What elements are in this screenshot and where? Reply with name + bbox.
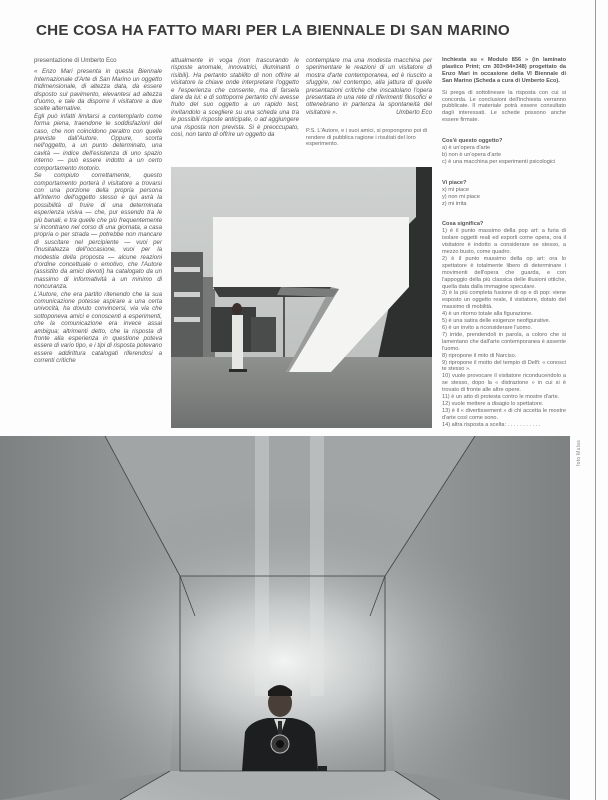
answer-option: 7) irride, prendendoli in parola, a coloro che si lamentano che dall'arte contemporanea è assente l'uomo. [442, 331, 566, 352]
answer-option: a) è un'opera d'arte [442, 145, 491, 152]
paragraph: Se compiuto correttamente, questo comportamento porterà il visitatore a trovarsi con una porzione della propria persona all'interno dell'oggetto stesso e qui avrà la possibilità di fruire di una determinata esperienza visiva — che, pur essendo tra le più banali, e tra quelle che più frequentemente si incontrano nel corso di una giornata, a casa propria o per strada — potrebbe non mancare di suscitare nel percipiente — vuoi per l'inusitatezza dell'occasione, vuoi per la modestia della proposta — alcune reazioni d'ordine concettuale o emotivo, che l'Autore (assistito da amici devoti) ha catalogato da un massimo di informatività a un minimo di noncuranza. [34, 172, 162, 291]
article-column-3 [306, 57, 432, 148]
answer-option: 2) è il punto massimo della op art: ora lo spettatore è totalmente libero di determinare i movimenti dell'opera che guarda, e con l'appoggio della più classica delle illusioni ottiche, quella data dalla immagine speculare. [442, 255, 566, 290]
sculpture-illustration [171, 167, 432, 428]
answer-option: 6) è un invito a riconsiderare l'uomo. [442, 325, 532, 331]
questionnaire-intro: Inchiesta su « Modulo 856 » (in laminato plastico Print; cm 303×84×348) progettato da Enzo Mari in occasione della VI Biennale di San Marino (Scheda a cura di Umberto Eco). [442, 57, 566, 84]
paragraph: L'Autore, che era partito ritenendo che la sua comunicazione potesse aspirare a una certa univocità, ha dovuto convincersi, via via che sottoponeva amici e conoscenti a esperimenti, che la comunicazione era invece assai ambigua; altrimenti detto, che la risposta di fronte alla esperienza in questione poteva essere di vario tipo, e i tipi di risposta potevano essere addirittura catalogati riferendosi a correnti critiche [34, 290, 162, 365]
paragraph [306, 57, 432, 116]
answer-option: 5) è una satira delle esigenze neofigurative. [442, 318, 551, 325]
answer-option: 3) è la più completa fusione di op e di pop: viene esposto un oggetto reale, il visitatore, dotato del massimo di mobilità. [442, 290, 566, 311]
paragraph: « Enzo Mari presenta in questa Biennale Internazionale d'Arte di San Marino un oggetto tridimensionale, di altezza data, da essere disposto sul pavimento, elevantesi ad altezza d'uomo, e tale da disporre il visitatore a due scelte alternative. [34, 68, 162, 113]
mirror-box-illustration [0, 436, 570, 800]
signature: Umberto Eco [396, 108, 432, 116]
answer-option: 12) vuole mettere a disagio lo spettatore. [442, 400, 544, 407]
questionnaire [442, 57, 566, 429]
question-heading: Cos'è questo oggetto? [442, 138, 503, 145]
article-column-2 [171, 57, 299, 138]
paragraph: attualmente in voga (non trascurando le risposte anomale, innovatrici, illuminanti o risibili). Ha pertanto stabilito di non offrire al visitatore la chiave onde interpretare l'oggetto e l'esperienza che consente, ma di farsela dare da lui: e di sottoporre pertanto chi avesse fruito del suo oggetto a un rapido test, invitandolo a scegliere su una scheda una tra le possibili risposte anticipate, o ad aggiungere una risposta non prevista. Si è preoccupato, così, non tanto di offrire un oggetto da [171, 57, 299, 139]
questionnaire-instructions: Si prega di sottolineare la risposta con cui si concorda. Le conclusioni dell'inchiesta verranno pubblicate. Il materiale potrà essere consultato dagli interessati. Le schede possono anche essere firmate. [442, 89, 566, 124]
answer-option: 10) vuole provocare il visitatore riconducendolo a se stesso, dopo la « distrazione » in cui si è trovato di fronte alle altre opere. [442, 373, 566, 394]
answer-option: 9) ripropone il motto del tempio di Delfi: « conosci te stesso ». [442, 359, 566, 373]
photo-sculpture [171, 167, 432, 428]
answer-option: 1) è il punto massimo della pop art: a furia di isolare oggetti reali ed esporli come opera, ora il visitatore è indotto a considerare se stesso, a mezzo busto, come quadro. [442, 228, 566, 256]
question-heading: Cosa significa? [442, 221, 484, 228]
answer-option: b) non è un'opera d'arte [442, 151, 502, 158]
paragraph: Egli può infatti limitarsi a contemplarlo come forma piena, traendone le soddisfazioni del caso, che non coincidono peraltro con quelle previste dall'Autore. Oppure, scorta nell'oggetto, a un punto determinato, una cavità — indice dell'esistenza di uno spazio interno — può essere indotto a un certo comportamento motorio. [34, 112, 162, 172]
postscript: P.S. L'Autore, e i suoi amici, si propongono poi di rendere di pubblica ragione i risultati del loro esperimento. [306, 128, 427, 148]
answer-option: z) mi irrita [442, 200, 467, 207]
question-heading: Vi piace? [442, 179, 467, 186]
byline: presentazione di Umberto Eco [34, 57, 117, 64]
page-edge-line [595, 0, 596, 800]
answer-option: 4) è un ritorno totale alla figurazione. [442, 311, 533, 318]
article-title: CHE COSA HA FATTO MARI PER LA BIENNALE DI SAN MARINO [36, 22, 510, 40]
answer-option: x) mi piace [442, 186, 470, 193]
answer-option: 14) altra risposta a scelta: . . . . . . . . . . . [442, 421, 541, 428]
paragraph-text: contemplare ma una modesta macchina per sperimentare le reazioni di un visitatore di mostra d'arte contemporanea, ed è riuscito a sfuggire, nel contempo, alla jattura di quelle presentazioni critiche che inscatolano l'opera presentata in una rete di riferimenti filosofici e ottenebrano in partenza la spontaneità del visitatore ». [306, 57, 432, 116]
answer-option: 11) è un atto di protesta contro le mostre d'arte. [442, 394, 560, 401]
photo-mirror-box [0, 436, 570, 800]
photo-credit: foto Mulas [576, 440, 582, 467]
answer-option: y) non mi piace [442, 193, 480, 200]
answer-option: 13) è il « divertissement » di chi accetta le mostre d'arte così come sono. [442, 407, 566, 421]
article-column-1 [34, 57, 162, 365]
answer-option: 8) ripropone il mito di Narciso. [442, 352, 517, 359]
answer-option: c) è una macchina per esperimenti psicologici [442, 158, 556, 165]
